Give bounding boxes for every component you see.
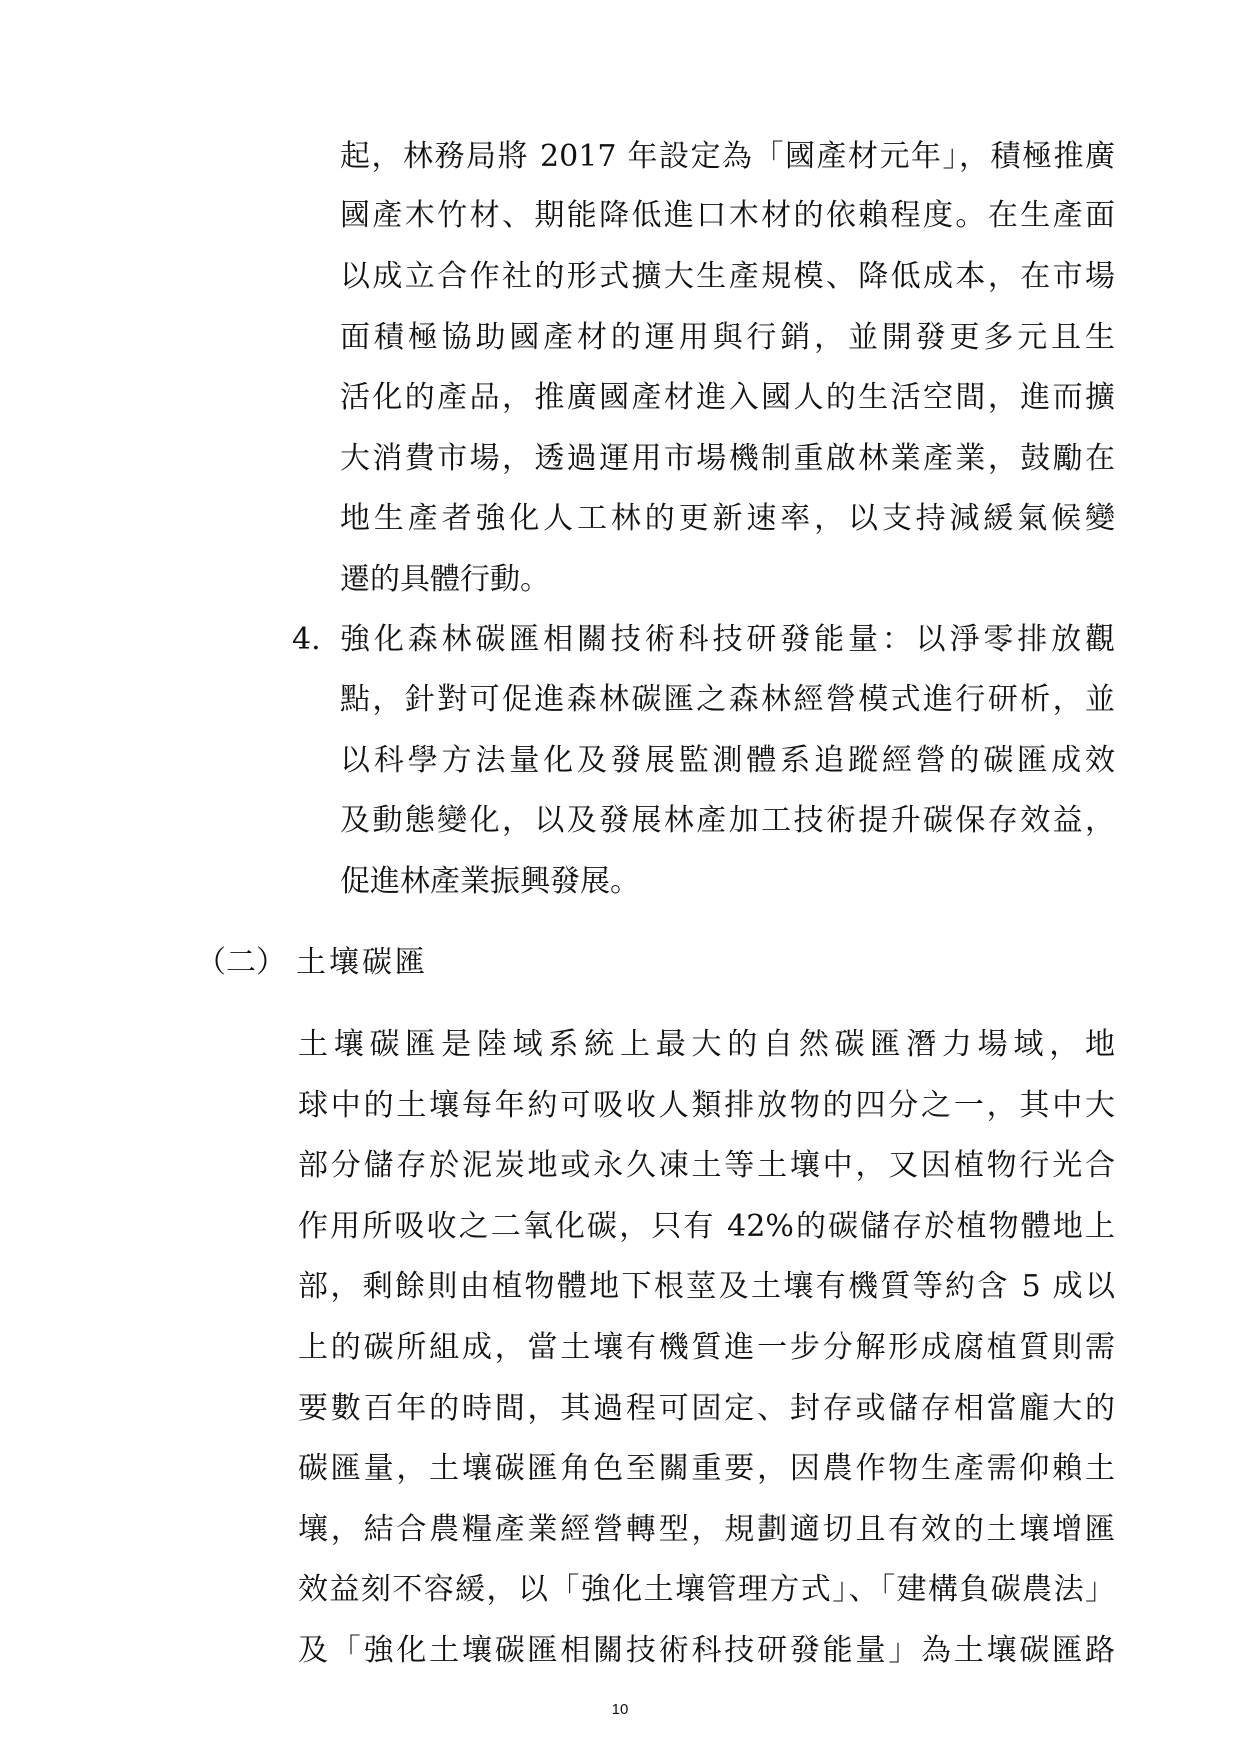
list-item-line: 強化森林碳匯相關技術科技研發能量：以淨零排放觀 xyxy=(340,622,1115,657)
paragraph-line: 部分儲存於泥炭地或永久凍土等土壤中，又因植物行光合 xyxy=(298,1148,1115,1183)
list-item-line: 促進林產業振興發展。 xyxy=(340,864,640,899)
list-item-line: 以科學方法量化及發展監測體系追蹤經營的碳匯成效 xyxy=(340,743,1115,778)
section-title: 土壤碳匯 xyxy=(296,945,428,980)
page-number: 10 xyxy=(611,1701,629,1718)
paragraph-line: 要數百年的時間，其過程可固定、封存或儲存相當龐大的 xyxy=(298,1391,1115,1426)
list-item-line: 點，針對可促進森林碳匯之森林經營模式進行研析，並 xyxy=(340,682,1115,717)
paragraph-line: 球中的土壤每年約可吸收人類排放物的四分之一，其中大 xyxy=(298,1088,1115,1123)
paragraph-line: 效益刻不容緩，以「強化土壤管理方式」、「建構負碳農法」 xyxy=(298,1572,1115,1607)
section-number: （二） xyxy=(196,945,286,980)
paragraph-line: 面積極協助國產材的運用與行銷，並開發更多元且生 xyxy=(340,320,1115,355)
list-item-number: 4. xyxy=(292,622,321,657)
paragraph-line: 壤，結合農糧產業經營轉型，規劃適切且有效的土壤增匯 xyxy=(298,1512,1115,1547)
paragraph-line: 部，剩餘則由植物體地下根莖及土壤有機質等約含 5 成以 xyxy=(298,1269,1115,1304)
list-item-line: 及動態變化，以及發展林產加工技術提升碳保存效益， xyxy=(340,803,1115,838)
paragraph-line: 及「強化土壤碳匯相關技術科技研發能量」為土壤碳匯路 xyxy=(298,1633,1115,1668)
paragraph-line: 作用所吸收之二氧化碳，只有 42%的碳儲存於植物體地上 xyxy=(298,1209,1115,1244)
paragraph-line: 上的碳所組成，當土壤有機質進一步分解形成腐植質則需 xyxy=(298,1330,1115,1365)
paragraph-line: 土壤碳匯是陸域系統上最大的自然碳匯潛力場域，地 xyxy=(298,1027,1115,1062)
paragraph-line: 活化的產品，推廣國產材進入國人的生活空間，進而擴 xyxy=(340,380,1115,415)
paragraph-line: 大消費市場，透過運用市場機制重啟林業產業，鼓勵在 xyxy=(340,441,1115,476)
paragraph-line: 地生產者強化人工林的更新速率，以支持減緩氣候變 xyxy=(340,501,1115,536)
paragraph-line: 碳匯量，土壤碳匯角色至關重要，因農作物生產需仰賴土 xyxy=(298,1451,1115,1486)
paragraph-line: 國產木竹材、期能降低進口木材的依賴程度。在生產面 xyxy=(340,198,1115,233)
paragraph-line: 遷的具體行動。 xyxy=(340,562,550,597)
paragraph-line: 以成立合作社的形式擴大生產規模、降低成本，在市場 xyxy=(340,259,1115,294)
paragraph-line: 起，林務局將 2017 年設定為「國產材元年」，積極推廣 xyxy=(340,139,1115,174)
